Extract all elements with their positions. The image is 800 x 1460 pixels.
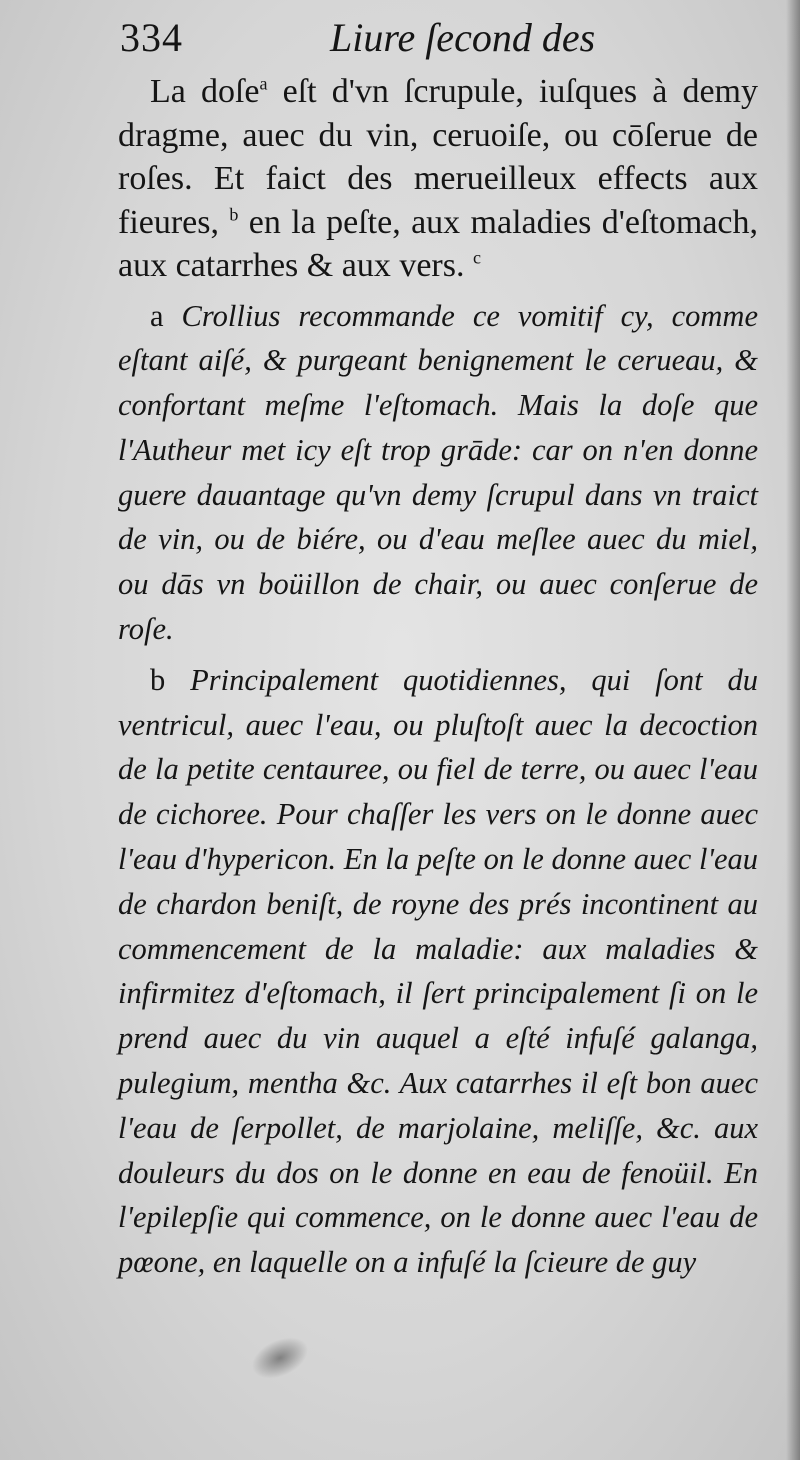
main-paragraph <box>118 70 758 288</box>
body-text <box>118 70 758 1285</box>
ink-smudge <box>245 1329 315 1387</box>
main-text-part3: en la peſte, aux maladies d'eſtomach, aux catarrhes & aux vers. <box>118 203 759 284</box>
main-text-part2: eſt d'vn ſcrupule, iuſques à demy dragme, auec du vin, ceruoiſe, ou cōſerue de roſes. Et faict des merueilleux effects aux fieures, <box>118 73 758 241</box>
page-number: 334 <box>120 15 183 60</box>
main-text-part1: La doſe <box>150 73 260 110</box>
annotation-a-letter: a <box>150 298 164 333</box>
note-mark-b: b <box>229 204 239 225</box>
page-header <box>120 14 780 70</box>
running-title: Liure ſecond des <box>330 15 596 60</box>
annotation-a-text: Crollius recommande ce vomitif cy, comme eſtant aiſé, & purgeant benignement le cerueau, & confortant meſme l'eſtomach. Mais la doſe que l'Autheur met icy eſt trop grāde: car on n'en donne guere dauantage qu'vn demy ſcrupul dans vn traict de vin, ou de biére, ou d'eau meſlee auec du miel, ou dās vn boüillon de chair, ou auec conſerue de roſe. <box>118 298 758 647</box>
annotation-b <box>118 658 758 1285</box>
annotation-b-letter: b <box>150 662 166 697</box>
annotation-a <box>118 294 758 652</box>
note-mark-c: c <box>472 247 481 268</box>
annotation-b-text: Principalement quotidiennes, qui ſont du ventricul, auec l'eau, ou pluſtoſt auec la decoction de la petite centauree, ou fiel de terre, ou auec l'eau de cichoree. Pour chaſſer les vers on le donne auec l'eau d'hypericon. En la peſte on le donne auec l'eau de chardon beniſt, de royne des prés incontinent au commencement de la maladie: aux maladies & infirmitez d'eſtomach, il ſert principalement ſi on le prend auec du vin auquel a eſté infuſé galanga, pulegium, mentha &c. Aux catarrhes il eſt bon auec l'eau de ſerpollet, de marjolaine, meliſſe, &c. aux douleurs du dos on le donne en eau de fenoüil. En l'epilepſie qui commence, on le donne auec l'eau de pœone, en laquelle on a infuſé la ſcieure de guy <box>118 662 758 1280</box>
page-edge-shadow <box>786 0 800 1460</box>
note-mark-a: a <box>259 73 268 94</box>
